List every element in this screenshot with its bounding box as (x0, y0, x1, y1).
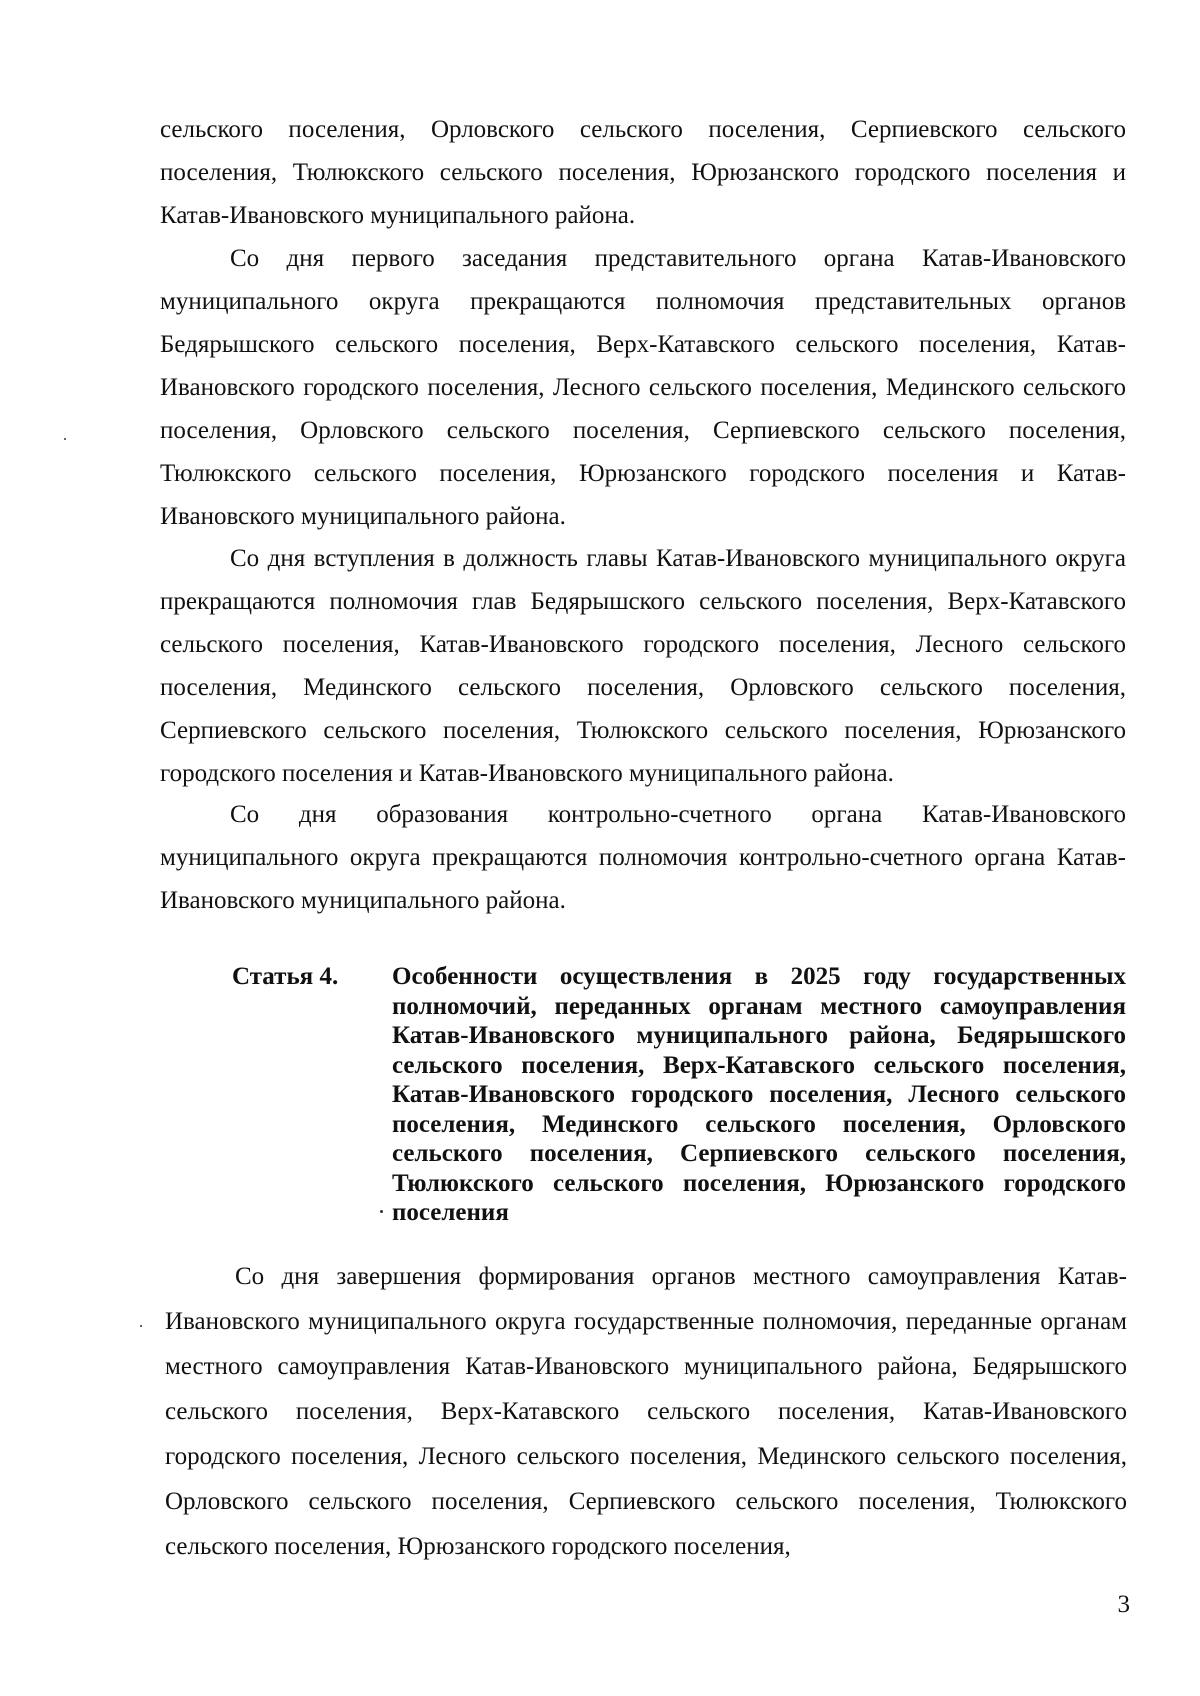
scan-speck (64, 438, 66, 440)
scan-speck (140, 1325, 142, 1327)
paragraph-control-body: Со дня образования контрольно-счетного органа Катав-Ивановского муниципального округа прекращаются полномочия контрольно-счетного органа Катав-Ивановского муниципального района. (160, 801, 1126, 914)
page-number: 3 (1117, 1591, 1130, 1618)
paragraph-representative-body: Со дня первого заседания представительного органа Катав-Ивановского муниципального округа прекращаются полномочия представительных органов Бедярышского сельского поселения, Верх-Катавского сельского поселения, Катав-Ивановского городского поселения, Лесного сельского поселения, Мединского сельского поселения, Орловского сельского поселения, Серпиевского сельского поселения, Тюлюкского сельского поселения, Юрюзанского городского поселения и Катав-Ивановского муниципального района. (160, 245, 1126, 530)
scan-speck (380, 1210, 383, 1213)
article-label: Статья 4. (232, 963, 339, 990)
paragraph-head-of-district: Со дня вступления в должность главы Катав-Ивановского муниципального округа прекращаются полномочия глав Бедярышского сельского поселения, Верх-Катавского сельского поселения, Катав-Ивановского городского поселения, Лесного сельского поселения, Мединского сельского поселения, Орловского сельского поселения, Серпиевского сельского поселения, Тюлюкского сельского поселения, Юрюзанского городского поселения и Катав-Ивановского муниципального района. (160, 545, 1126, 787)
paragraph-state-powers: Со дня завершения формирования органов местного самоуправления Катав-Ивановского муниципального округа государственные полномочия, переданные органам местного самоуправления Катав-Ивановского муниципального района, Бедярышского сельского поселения, Верх-Катавского сельского поселения, Катав-Ивановского городского поселения, Лесного сельского поселения, Мединского сельского поселения, Орловского сельского поселения, Серпиевского сельского поселения, Тюлюкского сельского поселения, Юрюзанского городского поселения, (165, 1263, 1127, 1560)
article-title: Особенности осуществления в 2025 году государственных полномочий, переданных органам местного самоуправления Катав-Ивановского муниципального района, Бедярышского сельского поселения, Верх-Катавского сельского поселения, Катав-Ивановского городского поселения, Лесного сельского поселения, Мединского сельского поселения, Орловского сельского поселения, Серпиевского сельского поселения, Тюлюкского сельского поселения, Юрюзанского городского поселения (392, 963, 1126, 1226)
paragraph-continuation: сельского поселения, Орловского сельского поселения, Серпиевского сельского поселения, Тюлюкского сельского поселения, Юрюзанского городского поселения и Катав-Ивановского муниципального района. (160, 116, 1126, 229)
